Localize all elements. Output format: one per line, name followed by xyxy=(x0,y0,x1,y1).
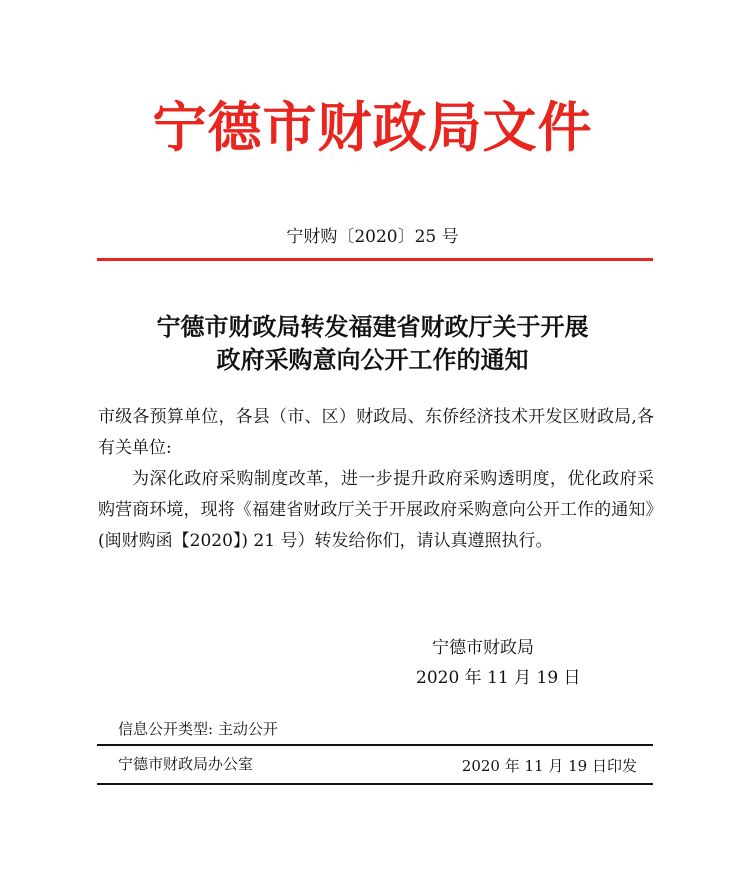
document-number: 宁财购〔2020〕25 号 xyxy=(286,227,459,247)
notice-body xyxy=(98,402,654,557)
notice-title xyxy=(0,310,745,376)
signature-organization: 宁德市财政局 xyxy=(432,638,534,658)
body-paragraph: 为深化政府采购制度改革，进一步提升政府采购透明度，优化政府采购营商环境，现将《福建省财政厅关于开展政府采购意向公开工作的通知》(闽财购函【2020】) 21 号）转发给你们，请认真遵照执行。 xyxy=(98,469,654,551)
signature-date: 2020 年 11 月 19 日 xyxy=(416,668,581,688)
footer-print-date: 2020 年 11 月 19 日印发 xyxy=(461,757,637,775)
red-header-rule xyxy=(97,258,653,261)
disclosure-type: 信息公开类型: 主动公开 xyxy=(118,720,278,738)
notice-title-line-1: 宁德市财政局转发福建省财政厅关于开展 xyxy=(156,312,589,341)
document-header-title: 宁德市财政局文件 xyxy=(152,95,593,159)
notice-title-line-2: 政府采购意向公开工作的通知 xyxy=(216,345,529,374)
footer-rule-bottom xyxy=(97,783,653,785)
footer-office: 宁德市财政局办公室 xyxy=(118,755,254,773)
recipients-line: 市级各预算单位，各县（市、区）财政局、东侨经济技术开发区财政局,各有关单位: xyxy=(98,407,654,458)
footer-rule-top xyxy=(97,744,653,746)
